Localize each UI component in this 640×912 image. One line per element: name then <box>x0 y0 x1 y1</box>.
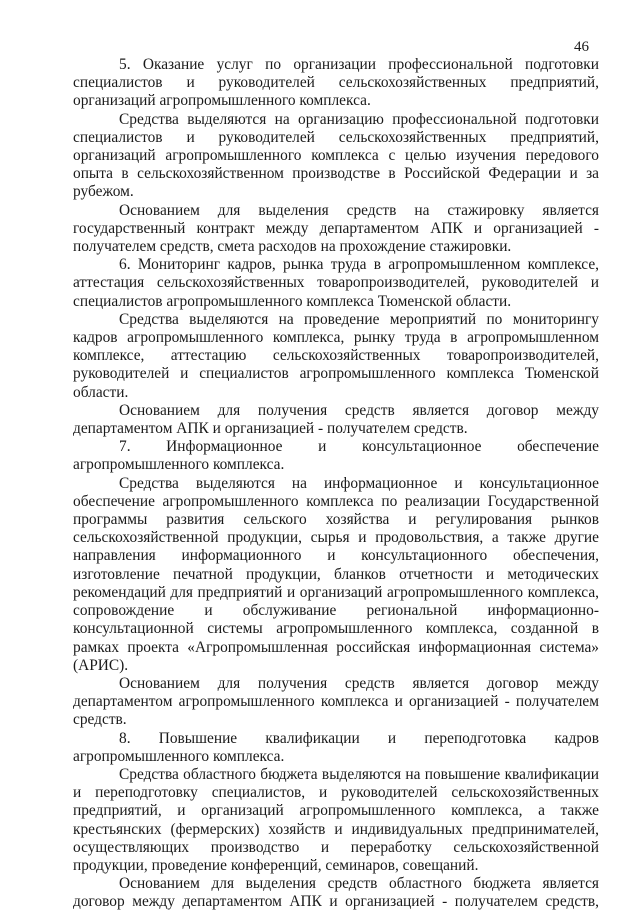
paragraph-section-8-basis: Основанием для выделения средств областного бюджета является договор между департаментом АПК и организацией - получателем средств, <box>73 875 599 911</box>
paragraph-section-5-funds: Средства выделяются на организацию профессиональной подготовки специалистов и руководителей сельскохозяйственных предприятий, организаций агропромышленного комплекса с целью изучения передового опыта в сельскохозяйственном производстве в Российской Федерации и за рубежом. <box>73 110 599 201</box>
paragraph-section-7-heading: 7. Информационное и консультационное обеспечение агропромышленного комплекса. <box>73 438 599 474</box>
paragraph-section-5-basis: Основанием для выделения средств на стажировку является государственный контракт между департаментом АПК и организацией - получателем средств, смета расходов на прохождение стажировки. <box>73 201 599 256</box>
paragraph-section-7-funds: Средства выделяются на информационное и консультационное обеспечение агропромышленного комплекса по реализации Государственной программы развития сельского хозяйства и регулирования рынков сельскохозяйственной продукции, сырья и продовольствия, а также другие направления информационного и консультационного обеспечения, изготовление печатной продукции, бланков отчетности и методических рекомендаций для предприятий и организаций агропромышленного комплекса, сопровождение и обслуживание региональной информационно-консультационной системы агропромышленного комплекса, созданной в рамках проекта «Агропромышленная российская информационная система» (АРИС). <box>73 474 599 674</box>
paragraph-section-6-heading: 6. Мониторинг кадров, рынка труда в агропромышленном комплексе, аттестация сельскохозяйственных товаропроизводителей, руководителей и специалистов агропромышленного комплекса Тюменской области. <box>73 256 599 310</box>
paragraph-section-6-funds: Средства выделяются на проведение мероприятий по мониторингу кадров агропромышленного комплекса, рынку труда в агропромышленном комплексе, аттестацию сельскохозяйственных товаропроизводителей, руководителей и специалистов агропромышленного комплекса Тюменской области. <box>73 310 599 401</box>
paragraph-section-7-basis: Основанием для получения средств является договор между департаментом агропромышленного комплекса и организацией - получателем средств. <box>73 674 599 729</box>
page-number: 46 <box>574 39 589 55</box>
paragraph-section-8-funds: Средства областного бюджета выделяются на повышение квалификации и переподготовку специалистов, и руководителей сельскохозяйственных предприятий, и организаций агропромышленного комплекса, а также крестьянских (фермерских) хозяйств и индивидуальных предпринимателей, осуществляющих производство и переработку сельскохозяйственной продукции, проведение конференций, семинаров, совещаний. <box>73 765 599 874</box>
document-body <box>73 56 599 912</box>
paragraph-section-6-basis: Основанием для получения средств является договор между департаментом АПК и организацией - получателем средств. <box>73 401 599 438</box>
paragraph-section-8-heading: 8. Повышение квалификации и переподготовка кадров агропромышленного комплекса. <box>73 729 599 765</box>
paragraph-section-5-heading: 5. Оказание услуг по организации профессиональной подготовки специалистов и руководителей сельскохозяйственных предприятий, организаций агропромышленного комплекса. <box>73 56 599 110</box>
